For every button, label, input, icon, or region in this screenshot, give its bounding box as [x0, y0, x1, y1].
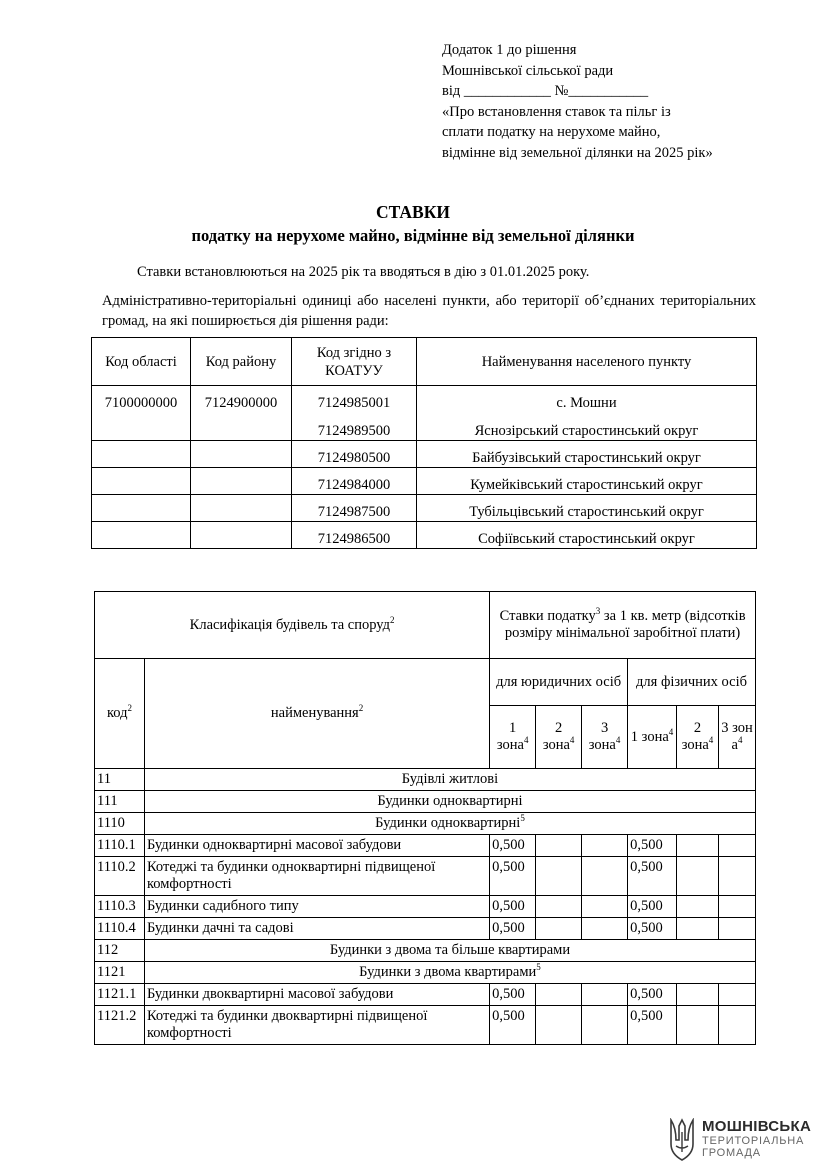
row-code: 1110.3	[95, 896, 145, 918]
rate-empty	[677, 857, 719, 896]
row-name: Будинки двоквартирні масової забудови	[144, 984, 489, 1006]
annex-line: відмінне від земельної ділянки на 2025 рік»	[442, 144, 713, 161]
koatuu-code: 7124980500	[292, 441, 417, 468]
settlement-name: Яснозірський старостинський округ	[417, 414, 757, 441]
logo-title: МОШНІВСЬКА	[702, 1118, 812, 1135]
rate-value: 0,500	[628, 857, 677, 896]
row-name: Будинки садибного типу	[144, 896, 489, 918]
rate-empty	[536, 1006, 582, 1045]
rate-empty	[677, 835, 719, 857]
group-name: Будинки з двома та більше квартирами	[144, 940, 755, 962]
table-row	[95, 984, 756, 1006]
header-cell: Код згідно з КОАТУУ	[292, 338, 417, 386]
row-code: 1121	[95, 962, 145, 984]
rate-empty	[582, 857, 628, 896]
settlement-name: Байбузівський старостинський округ	[417, 441, 757, 468]
table-row	[92, 414, 757, 441]
rate-empty	[677, 984, 719, 1006]
table-row	[92, 386, 757, 415]
rate-value: 0,500	[490, 1006, 536, 1045]
row-code: 1121.2	[95, 1006, 145, 1045]
rate-empty	[536, 857, 582, 896]
rate-empty	[536, 984, 582, 1006]
table-row	[92, 468, 757, 495]
territory-table	[91, 337, 757, 549]
rate-empty	[718, 835, 755, 857]
document-title: СТАВКИ	[375, 202, 451, 222]
row-name: Будинки дачні та садові	[144, 918, 489, 940]
zone-header: 1 зона$^4$	[628, 706, 677, 769]
rates-header: Ставки податку$^3$ за 1 кв. метр (відсотків розміру мінімальної заробітної плати)	[490, 592, 756, 659]
document-subtitle: податку на нерухоме майно, відмінне від земельної ділянки	[191, 226, 635, 245]
code-header: код$^2$	[95, 659, 145, 769]
intro-paragraph: Ставки встановлюються на 2025 рік та вводяться в дію з 01.01.2025 року.	[137, 264, 590, 280]
zone-header: 2 зона$^4$	[677, 706, 719, 769]
table-row	[95, 791, 756, 813]
table-row	[95, 940, 756, 962]
logo-subtitle: ТЕРИТОРІАЛЬНА	[702, 1135, 805, 1147]
table-row	[95, 918, 756, 940]
group-name: Будинки одноквартирні$^5$	[144, 813, 755, 835]
annex-line: Мошнівської сільської ради	[442, 62, 614, 79]
rate-empty	[582, 835, 628, 857]
row-code: 1110.2	[95, 857, 145, 896]
row-code: 1110.4	[95, 918, 145, 940]
table-row	[95, 962, 756, 984]
rates-header-row	[95, 659, 756, 706]
row-code: 111	[95, 791, 145, 813]
rate-empty	[718, 1006, 755, 1045]
rates-header-row	[95, 592, 756, 659]
table-header-row	[92, 338, 757, 386]
rate-empty	[536, 835, 582, 857]
annex-line: Додаток 1 до рішення	[442, 42, 577, 58]
header-cell: Код району	[191, 338, 292, 386]
table-row	[95, 835, 756, 857]
rate-value: 0,500	[490, 896, 536, 918]
settlement-name: Софіївський старостинський округ	[417, 522, 757, 549]
koatuu-code: 7124985001	[292, 386, 417, 415]
district-code: 7124900000	[191, 386, 292, 415]
rates-table	[94, 591, 756, 1045]
row-code: 1121.1	[95, 984, 145, 1006]
annex-header	[442, 40, 713, 163]
row-code: 11	[95, 769, 145, 791]
territory-paragraph: Адміністративно-територіальні одиниці або населені пункти, або території об’єднаних територіальних громад, на які поширюється дія рішення ради:	[102, 293, 756, 329]
annex-line: від ____________ №___________	[442, 83, 649, 99]
settlement-name: с. Мошни	[417, 386, 757, 415]
table-row	[95, 1006, 756, 1045]
settlement-name: Тубільцівський старостинський округ	[417, 495, 757, 522]
rate-empty	[718, 984, 755, 1006]
zone-header: 3 зона$^4$	[582, 706, 628, 769]
rate-empty	[677, 896, 719, 918]
table-row	[92, 441, 757, 468]
community-logo	[668, 1118, 812, 1162]
name-header: найменування$^2$	[144, 659, 489, 769]
rate-empty	[536, 896, 582, 918]
rate-empty	[718, 918, 755, 940]
table-row	[95, 769, 756, 791]
rate-value: 0,500	[628, 835, 677, 857]
annex-line: сплати податку на нерухоме майно,	[442, 124, 661, 140]
rate-empty	[677, 918, 719, 940]
row-code: 1110.1	[95, 835, 145, 857]
rate-empty	[677, 1006, 719, 1045]
table-row	[95, 896, 756, 918]
zone-header: 3 зон $а^4$	[718, 706, 755, 769]
physical-persons-header: для фізичних осіб	[628, 659, 756, 706]
row-code: 112	[95, 940, 145, 962]
classification-header: Класифікація будівель та споруд$^2$	[95, 592, 490, 659]
row-name: Будинки одноквартирні масової забудови	[144, 835, 489, 857]
table-row	[95, 813, 756, 835]
row-name: Котеджі та будинки двоквартирні підвищеної комфортності	[144, 1006, 489, 1045]
table-row	[95, 857, 756, 896]
koatuu-code: 7124989500	[292, 414, 417, 441]
rate-empty	[536, 918, 582, 940]
header-cell: Код області	[92, 338, 191, 386]
row-name: Котеджі та будинки одноквартирні підвищеної комфортності	[144, 857, 489, 896]
rate-value: 0,500	[490, 835, 536, 857]
rate-empty	[718, 857, 755, 896]
trident-icon	[668, 1118, 696, 1162]
rate-value: 0,500	[490, 857, 536, 896]
region-code: 7100000000	[92, 386, 191, 415]
zone-header: 1 зона$^4$	[490, 706, 536, 769]
rate-value: 0,500	[490, 918, 536, 940]
table-row	[92, 522, 757, 549]
rate-empty	[582, 984, 628, 1006]
annex-line: «Про встановлення ставок та пільг із	[442, 103, 671, 120]
group-name: Будинки з двома квартирами$^5$	[144, 962, 755, 984]
rate-value: 0,500	[628, 896, 677, 918]
rate-value: 0,500	[628, 1006, 677, 1045]
table-row	[92, 495, 757, 522]
settlement-name: Кумейківський старостинський округ	[417, 468, 757, 495]
rate-empty	[718, 896, 755, 918]
rate-empty	[582, 896, 628, 918]
rate-value: 0,500	[628, 918, 677, 940]
rate-value: 0,500	[628, 984, 677, 1006]
zone-header: 2 зона$^4$	[536, 706, 582, 769]
koatuu-code: 7124987500	[292, 495, 417, 522]
row-code: 1110	[95, 813, 145, 835]
logo-subtitle: ГРОМАДА	[702, 1147, 761, 1159]
koatuu-code: 7124986500	[292, 522, 417, 549]
group-name: Будинки одноквартирні	[144, 791, 755, 813]
koatuu-code: 7124984000	[292, 468, 417, 495]
legal-persons-header: для юридичних осіб	[490, 659, 628, 706]
rate-empty	[582, 1006, 628, 1045]
group-name: Будівлі житлові	[144, 769, 755, 791]
rate-empty	[582, 918, 628, 940]
header-cell: Найменування населеного пункту	[417, 338, 757, 386]
rate-value: 0,500	[490, 984, 536, 1006]
